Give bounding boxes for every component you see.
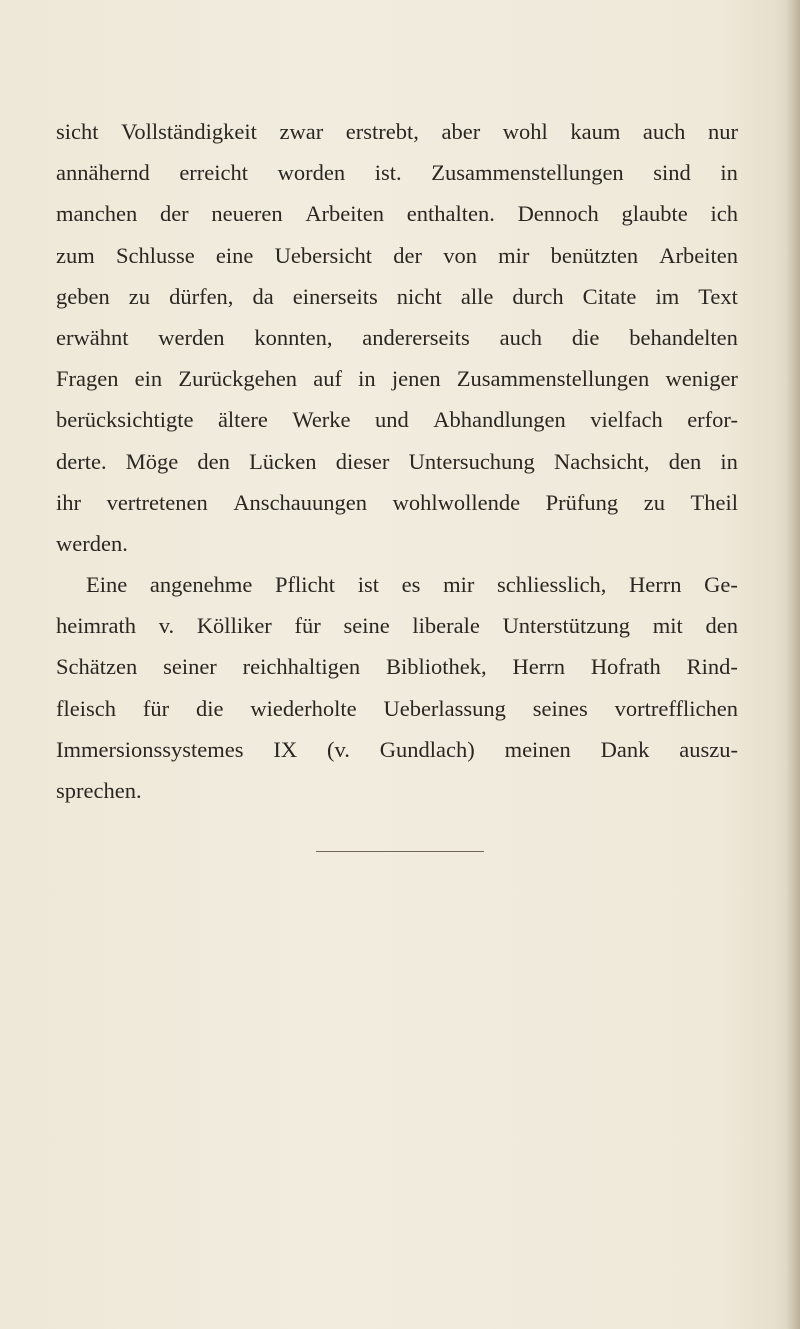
word: berücksichtigte bbox=[56, 407, 194, 433]
text-line bbox=[56, 276, 738, 317]
word: Eine bbox=[86, 572, 128, 598]
word: auszu- bbox=[679, 736, 738, 762]
word: ältere bbox=[217, 407, 268, 433]
word: den bbox=[668, 448, 702, 474]
word: Zusammenstellungen bbox=[456, 366, 650, 392]
word: seines bbox=[532, 695, 588, 721]
word: zum bbox=[56, 242, 95, 268]
word: durch bbox=[512, 283, 564, 309]
word: Theil bbox=[690, 489, 738, 515]
word: dürfen, bbox=[169, 283, 234, 309]
word: Prüfung bbox=[545, 489, 619, 515]
word: Hofrath bbox=[590, 654, 661, 680]
word: Fragen bbox=[56, 366, 119, 392]
word: mir bbox=[443, 572, 475, 598]
word: erstrebt, bbox=[345, 119, 419, 144]
word: Werke bbox=[292, 407, 351, 433]
word: dieser bbox=[335, 448, 390, 474]
text-line: sprechen. bbox=[56, 778, 142, 803]
text-line bbox=[56, 193, 738, 234]
word: auf bbox=[313, 366, 342, 392]
word: im bbox=[655, 283, 680, 309]
word: der bbox=[393, 242, 422, 268]
word: konnten, bbox=[254, 324, 333, 350]
word: ihr bbox=[56, 489, 81, 515]
word: Uebersicht bbox=[274, 242, 373, 268]
text-line: werden. bbox=[56, 530, 128, 556]
word: kaum bbox=[570, 119, 621, 144]
word: seiner bbox=[163, 654, 217, 680]
word: Herrn bbox=[629, 572, 682, 598]
word: reichhaltigen bbox=[242, 654, 361, 680]
word: der bbox=[159, 201, 189, 227]
word: worden bbox=[277, 160, 346, 186]
word: Arbeiten bbox=[305, 201, 385, 227]
word: Schlusse bbox=[115, 242, 195, 268]
text-line bbox=[56, 729, 738, 770]
section-divider bbox=[316, 851, 484, 852]
word: werden bbox=[158, 324, 225, 350]
word: sind bbox=[653, 160, 691, 186]
word: ist bbox=[357, 572, 379, 598]
word: ein bbox=[134, 366, 163, 392]
word: ich bbox=[710, 201, 738, 227]
word: (v. bbox=[326, 736, 350, 762]
word: alle bbox=[460, 283, 494, 309]
word: Untersuchung bbox=[408, 448, 535, 474]
word: manchen bbox=[56, 201, 138, 227]
word: seine bbox=[343, 613, 390, 639]
word: Arbeiten bbox=[659, 242, 738, 268]
word: den bbox=[705, 613, 738, 639]
word: heimrath bbox=[56, 613, 136, 639]
text-line bbox=[56, 441, 738, 482]
word: Abhandlungen bbox=[433, 407, 566, 433]
word: Anschauungen bbox=[233, 489, 368, 515]
word: Citate bbox=[582, 283, 637, 309]
text-line bbox=[56, 605, 738, 646]
word: erwähnt bbox=[56, 324, 129, 350]
word: in bbox=[720, 160, 738, 186]
word: es bbox=[401, 572, 421, 598]
word: in bbox=[720, 448, 738, 474]
word: vielfach bbox=[590, 407, 663, 433]
word: Lücken bbox=[249, 448, 317, 474]
text-line bbox=[56, 482, 738, 523]
word: Vollständigkeit bbox=[121, 119, 257, 144]
word: Kölliker bbox=[196, 613, 272, 639]
word: zu bbox=[643, 489, 665, 515]
text-line bbox=[56, 399, 738, 440]
word: Zusammenstellungen bbox=[431, 160, 624, 186]
word: auch bbox=[499, 324, 543, 350]
text-line bbox=[56, 358, 738, 399]
word: vortrefflichen bbox=[614, 695, 738, 721]
word: und bbox=[375, 407, 409, 433]
text-line bbox=[56, 235, 738, 276]
word: in bbox=[358, 366, 376, 392]
word: weniger bbox=[665, 366, 738, 392]
word: andererseits bbox=[362, 324, 470, 350]
word: von bbox=[443, 242, 477, 268]
text-line bbox=[56, 564, 738, 605]
word: derte. bbox=[56, 448, 107, 474]
word: einerseits bbox=[292, 283, 378, 309]
word: v. bbox=[158, 613, 175, 639]
word: sicht bbox=[56, 119, 99, 144]
word: erfor- bbox=[687, 407, 738, 433]
word: Unterstützung bbox=[502, 613, 631, 639]
word: nicht bbox=[396, 283, 442, 309]
word: IX bbox=[273, 736, 298, 762]
word: Nachsicht, bbox=[553, 448, 650, 474]
word: erreicht bbox=[179, 160, 249, 186]
word: fleisch bbox=[56, 695, 116, 721]
word: Dank bbox=[600, 736, 650, 762]
word: glaubte bbox=[621, 201, 688, 227]
word: wiederholte bbox=[250, 695, 357, 721]
word: meinen bbox=[504, 736, 571, 762]
word: enthalten. bbox=[406, 201, 495, 227]
word: Zurückgehen bbox=[178, 366, 298, 392]
body-text bbox=[56, 111, 738, 811]
text-line bbox=[56, 646, 738, 687]
word: aber bbox=[441, 119, 481, 144]
word: für bbox=[142, 695, 170, 721]
word: da bbox=[252, 283, 274, 309]
text-line bbox=[56, 111, 738, 152]
word: annähernd bbox=[56, 160, 150, 186]
word: die bbox=[195, 695, 224, 721]
word: Gundlach) bbox=[379, 736, 475, 762]
word: zu bbox=[128, 283, 151, 309]
word: Ge- bbox=[704, 572, 738, 598]
text-line bbox=[56, 688, 738, 729]
text-line bbox=[56, 152, 738, 193]
page-edge-shadow bbox=[786, 0, 800, 1329]
word: jenen bbox=[391, 366, 441, 392]
word: zwar bbox=[279, 119, 324, 144]
word: mir bbox=[498, 242, 530, 268]
word: angenehme bbox=[149, 572, 253, 598]
word: neueren bbox=[211, 201, 283, 227]
word: Schätzen bbox=[56, 654, 138, 680]
word: Text bbox=[698, 283, 738, 309]
word: mit bbox=[652, 613, 683, 639]
word: Herrn bbox=[512, 654, 565, 680]
word: die bbox=[571, 324, 600, 350]
word: nur bbox=[707, 119, 738, 144]
word: Möge bbox=[125, 448, 179, 474]
word: ist. bbox=[374, 160, 402, 186]
word: geben bbox=[56, 283, 110, 309]
text-line bbox=[56, 317, 738, 358]
word: wohl bbox=[502, 119, 548, 144]
word: benützten bbox=[550, 242, 639, 268]
word: Rind- bbox=[686, 654, 738, 680]
word: auch bbox=[642, 119, 686, 144]
word: Pflicht bbox=[275, 572, 336, 598]
word: schliesslich, bbox=[496, 572, 607, 598]
word: vertretenen bbox=[106, 489, 208, 515]
word: Ueberlassung bbox=[383, 695, 506, 721]
word: eine bbox=[215, 242, 254, 268]
word: Dennoch bbox=[517, 201, 599, 227]
word: behandelten bbox=[629, 324, 738, 350]
word: Immersionssystemes bbox=[56, 736, 244, 762]
word: liberale bbox=[412, 613, 480, 639]
word: wohlwollende bbox=[392, 489, 521, 515]
word: für bbox=[294, 613, 321, 639]
word: Bibliothek, bbox=[385, 654, 487, 680]
word: den bbox=[197, 448, 230, 474]
